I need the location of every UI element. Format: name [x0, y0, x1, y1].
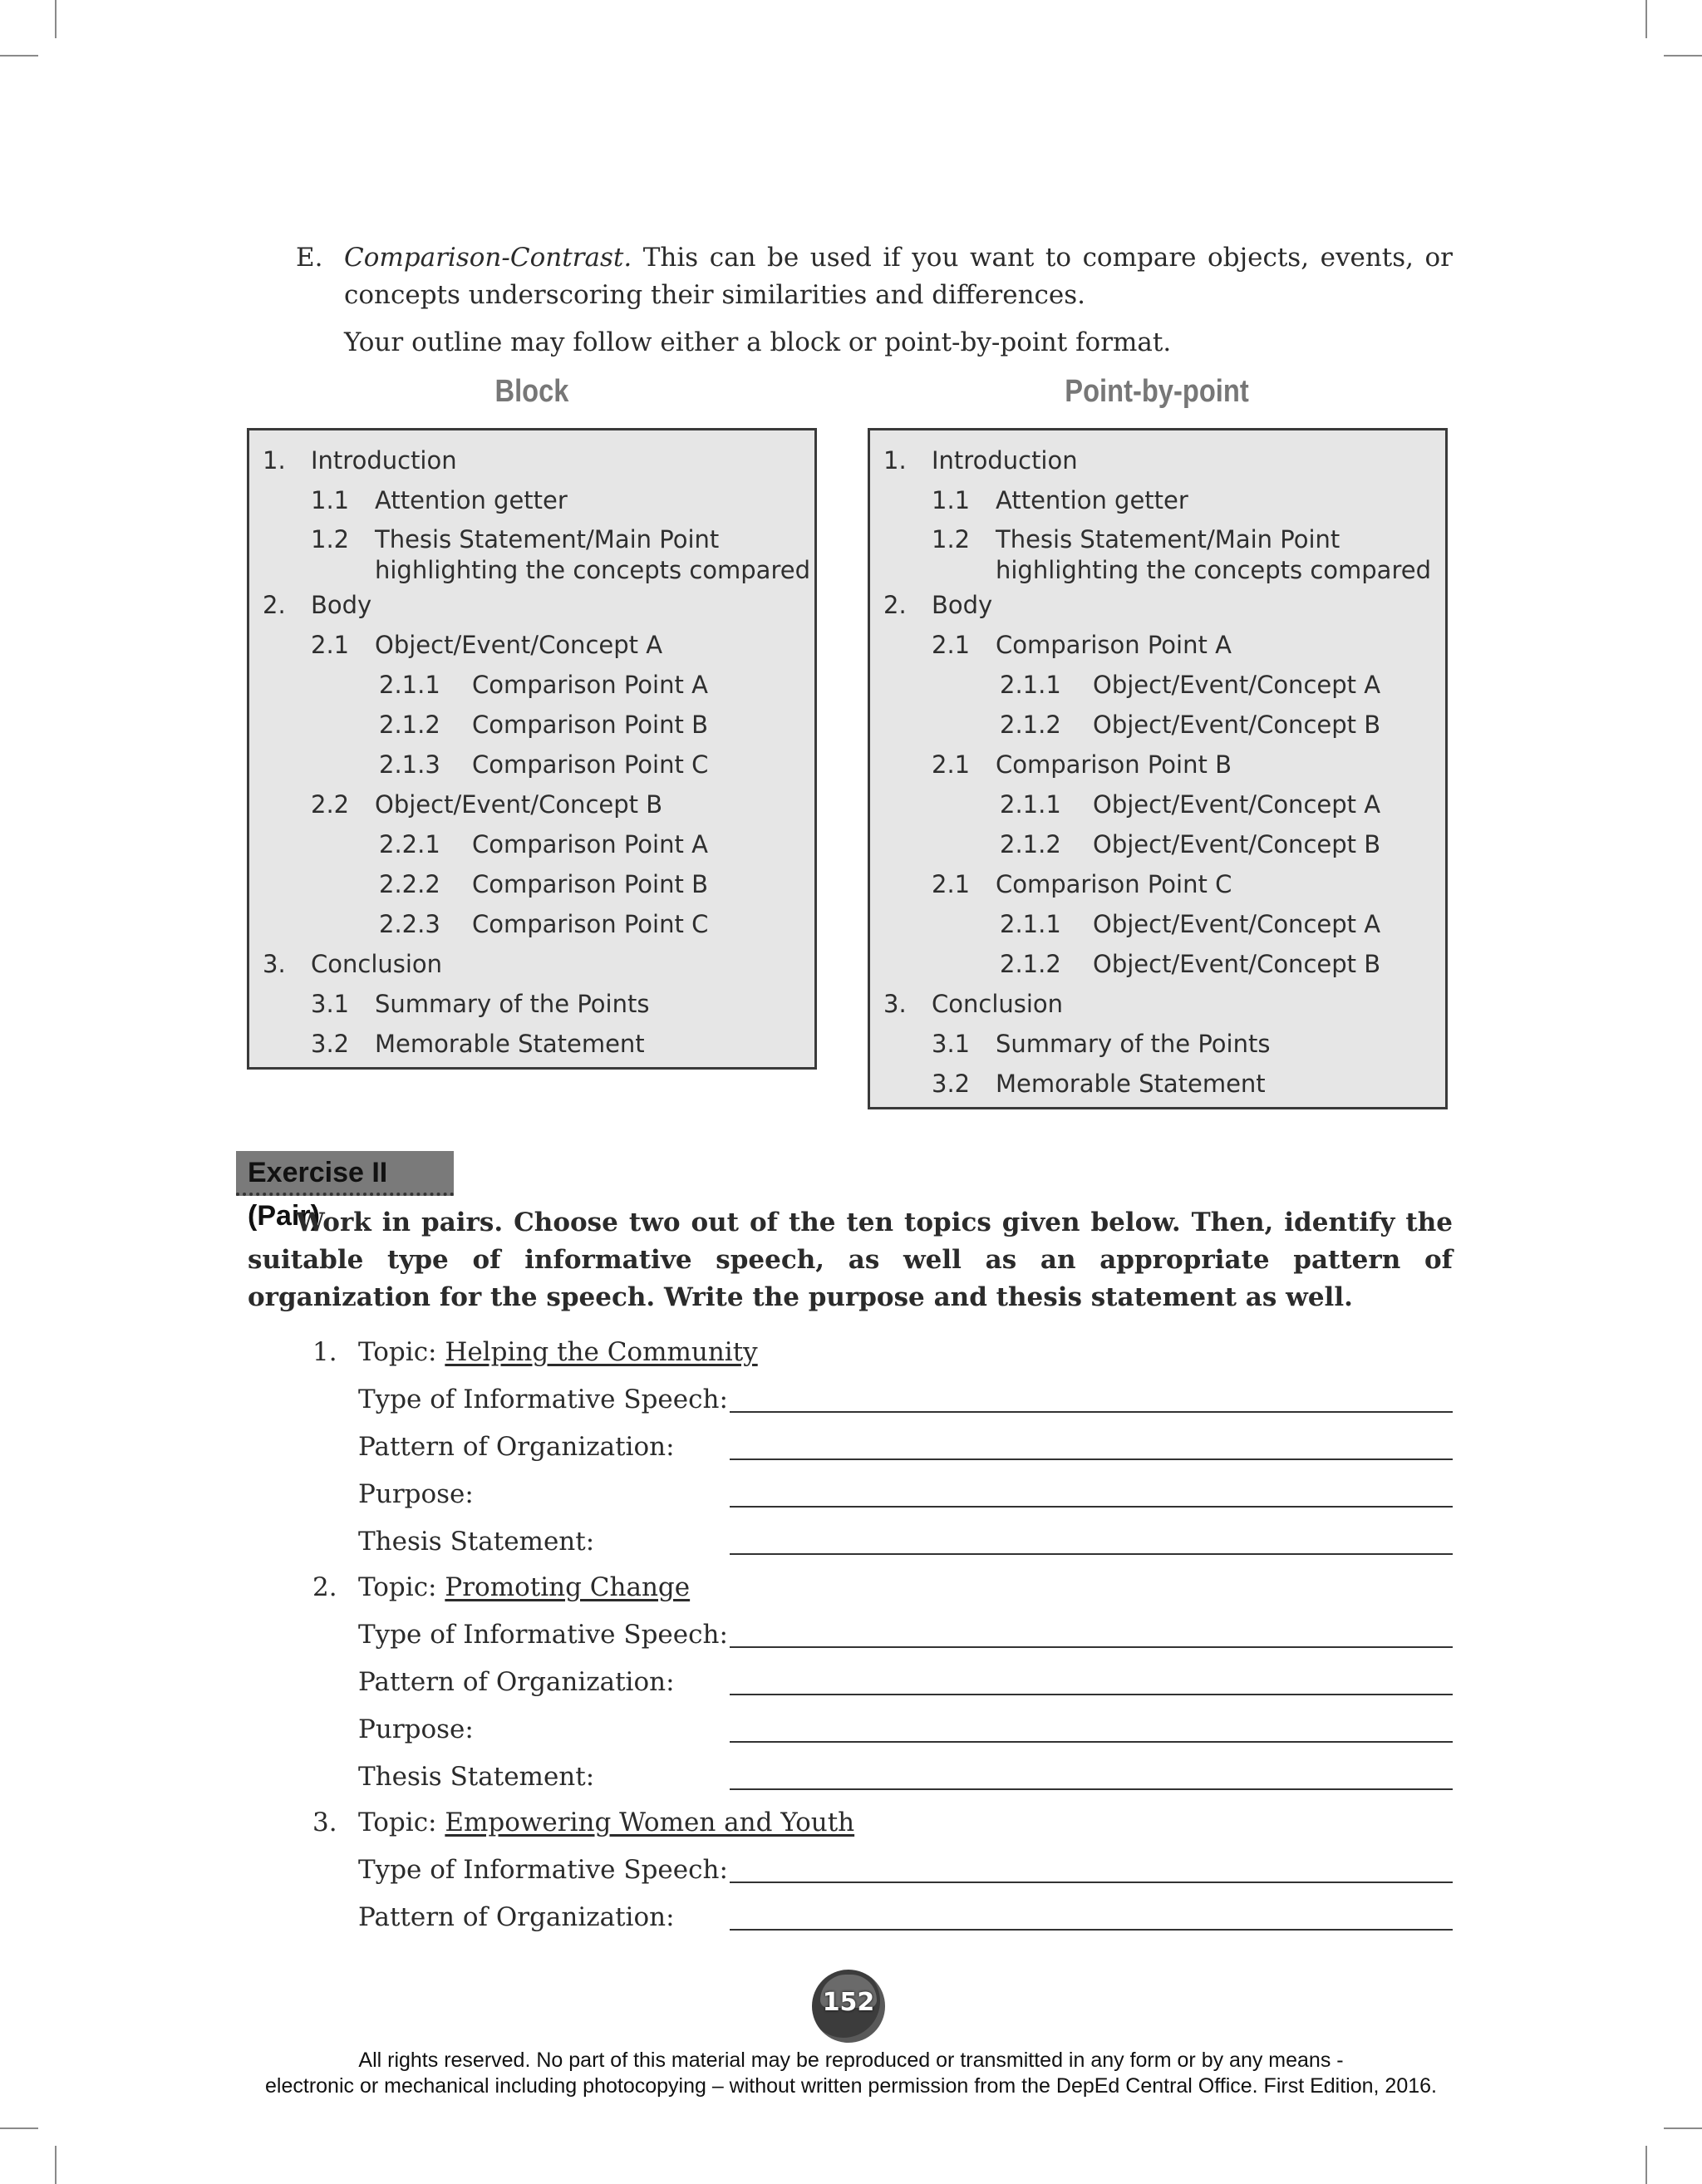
- outline-number: 2.2.3: [379, 910, 440, 938]
- outline-number: 2.1.2: [379, 711, 440, 739]
- field-label: Purpose:: [358, 1479, 474, 1509]
- outline-text-line: Attention getter: [996, 486, 1188, 514]
- outline-number: 2.1.2: [1000, 711, 1061, 739]
- outline-text-line: Thesis Statement/Main Point: [996, 525, 1340, 553]
- outline-number: 2.: [263, 591, 286, 619]
- outline-text: [996, 745, 1232, 785]
- outline-row: [249, 520, 814, 585]
- outline-row: [249, 480, 814, 520]
- outline-row: [249, 864, 814, 904]
- outline-text-line: Conclusion: [932, 990, 1064, 1018]
- outline-number: 2.1: [932, 750, 971, 779]
- answer-field: [312, 1616, 1453, 1664]
- outline-row: [870, 585, 1445, 625]
- footer-line: electronic or mechanical including photocopying – without written permission from the DepEd Central Office. First Edition, 2016.: [265, 2074, 1437, 2098]
- outline-text-line: Comparison Point C: [472, 750, 709, 779]
- topic-number: 3.: [312, 1808, 337, 1837]
- outline-row: [249, 904, 814, 944]
- outline-row: [249, 944, 814, 984]
- outline-text-line: Summary of the Points: [375, 990, 650, 1018]
- topic-heading: [358, 1569, 690, 1606]
- field-label: Pattern of Organization:: [358, 1667, 675, 1697]
- field-label: Pattern of Organization:: [358, 1432, 675, 1462]
- outline-number: 1.2: [932, 525, 971, 553]
- outline-number: 1.: [263, 446, 286, 475]
- outline-number: 3.1: [932, 1030, 971, 1058]
- outline-text: [375, 1024, 645, 1064]
- outline-text-line: Thesis Statement/Main Point: [375, 525, 720, 553]
- field-label: Type of Informative Speech:: [358, 1620, 728, 1650]
- section-term: Comparison-Contrast.: [344, 243, 632, 273]
- exercise-label: Exercise II (Pair): [236, 1151, 454, 1196]
- answer-blank[interactable]: [730, 1411, 1453, 1413]
- outline-text: [996, 1024, 1270, 1064]
- outline-text-line: Object/Event/Concept B: [1093, 950, 1381, 978]
- outline-number: 2.1: [932, 631, 971, 659]
- outline-text-line: Comparison Point B: [996, 750, 1232, 779]
- answer-field: [312, 1429, 1453, 1476]
- outline-text-line: Object/Event/Concept A: [1093, 671, 1381, 699]
- topic-line: [312, 1569, 1453, 1616]
- outline-row: [870, 785, 1445, 824]
- outline-text: [375, 524, 810, 586]
- outline-row: [870, 984, 1445, 1024]
- topic-block: [312, 1804, 1453, 1946]
- answer-blank[interactable]: [730, 1741, 1453, 1743]
- crop-mark: [1664, 55, 1702, 57]
- answer-field: [312, 1476, 1453, 1523]
- outline-row: [870, 1024, 1445, 1064]
- outline-number: 2.2.2: [379, 870, 440, 898]
- outline-number: 2.1.1: [1000, 910, 1061, 938]
- outline-text: [932, 984, 1063, 1024]
- outline-text-line: Comparison Point A: [472, 671, 708, 699]
- outline-text-line: Comparison Point C: [472, 910, 709, 938]
- outline-number: 3.: [883, 990, 907, 1018]
- outline-text: [1093, 705, 1380, 745]
- answer-blank[interactable]: [730, 1506, 1453, 1508]
- crop-mark: [0, 55, 38, 57]
- topic-prefix: Topic:: [358, 1337, 445, 1367]
- outline-text-line: Introduction: [932, 446, 1078, 475]
- outline-number: 2.1.2: [1000, 950, 1061, 978]
- outline-text: [1093, 904, 1380, 944]
- outline-number: 1.2: [311, 525, 350, 553]
- outline-number: 2.2.1: [379, 830, 440, 858]
- topic-name: Helping the Community: [445, 1337, 758, 1367]
- outline-text: [1093, 944, 1380, 984]
- field-label: Thesis Statement:: [358, 1527, 595, 1557]
- topic-block: [312, 1569, 1453, 1806]
- outline-text-line: Comparison Point A: [996, 631, 1232, 659]
- outline-text: [311, 585, 371, 625]
- outline-text-line: highlighting the concepts compared: [375, 556, 810, 584]
- outline-row: [870, 944, 1445, 984]
- outline-text: [472, 904, 708, 944]
- topic-heading: [358, 1334, 758, 1371]
- outline-row: [249, 745, 814, 785]
- outline-row: [249, 625, 814, 665]
- outline-text-line: Object/Event/Concept B: [1093, 711, 1381, 739]
- outline-text: [472, 665, 708, 705]
- field-label: Thesis Statement:: [358, 1762, 595, 1792]
- outline-number: 3.: [263, 950, 286, 978]
- topic-line: [312, 1334, 1453, 1381]
- field-label: Type of Informative Speech:: [358, 1855, 728, 1885]
- outline-row: [870, 745, 1445, 785]
- outline-row: [249, 1024, 814, 1064]
- crop-mark: [1645, 0, 1647, 38]
- outline-row: [870, 665, 1445, 705]
- outline-row: [249, 785, 814, 824]
- answer-blank[interactable]: [730, 1694, 1453, 1695]
- outline-text: [311, 944, 442, 984]
- outline-text: [996, 1064, 1266, 1104]
- answer-field: [312, 1759, 1453, 1806]
- outline-row: [870, 824, 1445, 864]
- outline-text: [996, 864, 1232, 904]
- outline-text: [375, 785, 662, 824]
- outline-row: [870, 625, 1445, 665]
- outline-text: [932, 585, 992, 625]
- outline-row: [870, 705, 1445, 745]
- outline-number: 1.: [883, 446, 907, 475]
- outline-number: 2.1.1: [379, 671, 440, 699]
- page-number-badge: [812, 1970, 885, 2043]
- crop-mark: [1664, 2127, 1702, 2129]
- outline-text-line: Body: [311, 591, 372, 619]
- topic-name: Promoting Change: [445, 1572, 691, 1602]
- topic-prefix: Topic:: [358, 1808, 445, 1837]
- answer-blank[interactable]: [730, 1646, 1453, 1648]
- outline-text-line: Body: [932, 591, 993, 619]
- topic-number: 2.: [312, 1572, 337, 1602]
- outline-text-line: Comparison Point B: [472, 870, 708, 898]
- block-outline-box: [247, 428, 817, 1070]
- outline-row: [870, 480, 1445, 520]
- crop-mark: [55, 2146, 57, 2184]
- outline-text: [472, 824, 708, 864]
- outline-row: [249, 824, 814, 864]
- answer-field: [312, 1523, 1453, 1571]
- outline-row: [870, 440, 1445, 480]
- outline-row: [249, 585, 814, 625]
- outline-number: 3.1: [311, 990, 350, 1018]
- outline-number: 2.1.1: [1000, 790, 1061, 819]
- answer-blank[interactable]: [730, 1929, 1453, 1931]
- outline-row: [870, 864, 1445, 904]
- field-label: Pattern of Organization:: [358, 1902, 675, 1932]
- field-label: Type of Informative Speech:: [358, 1385, 728, 1414]
- outline-text-line: Object/Event/Concept A: [1093, 910, 1381, 938]
- answer-field: [312, 1711, 1453, 1759]
- outline-number: 2.: [883, 591, 907, 619]
- topic-heading: [358, 1804, 854, 1842]
- outline-text-line: Attention getter: [375, 486, 568, 514]
- outline-text-line: Memorable Statement: [996, 1070, 1266, 1098]
- outline-text-line: Conclusion: [311, 950, 443, 978]
- outline-row: [249, 665, 814, 705]
- outline-row: [870, 1064, 1445, 1104]
- crop-mark: [0, 2127, 38, 2129]
- field-label: Purpose:: [358, 1714, 474, 1744]
- outline-text-line: Memorable Statement: [375, 1030, 645, 1058]
- outline-text-line: Object/Event/Concept B: [1093, 830, 1381, 858]
- outline-row: [249, 440, 814, 480]
- outline-text: [996, 480, 1188, 520]
- outline-text-line: Introduction: [311, 446, 457, 475]
- outline-number: 2.1.3: [379, 750, 440, 779]
- answer-field: [312, 1899, 1453, 1946]
- outline-text-line: Comparison Point C: [996, 870, 1232, 898]
- footer-line: All rights reserved. No part of this material may be reproduced or transmitted in any form or by any means -: [358, 2049, 1344, 2072]
- answer-blank[interactable]: [730, 1553, 1453, 1555]
- outline-text: [375, 480, 568, 520]
- answer-field: [312, 1852, 1453, 1899]
- copyright-footer: [166, 2048, 1536, 2099]
- outline-text: [1093, 824, 1380, 864]
- outline-text: [996, 524, 1431, 586]
- topic-line: [312, 1804, 1453, 1852]
- outline-number: 1.1: [932, 486, 971, 514]
- outline-text: [472, 864, 708, 904]
- outline-text: [996, 625, 1232, 665]
- outline-number: 2.1.1: [1000, 671, 1061, 699]
- section-e: [296, 239, 1453, 362]
- outline-text: [932, 440, 1078, 480]
- outline-text-line: highlighting the concepts compared: [996, 556, 1431, 584]
- outline-text-line: Comparison Point B: [472, 711, 708, 739]
- section-description: [344, 239, 1453, 314]
- outline-text: [472, 705, 708, 745]
- outline-text: [375, 984, 649, 1024]
- outline-text: [472, 745, 708, 785]
- topic-prefix: Topic:: [358, 1572, 445, 1602]
- exercise-instructions: Work in pairs. Choose two out of the ten topics given below. Then, identify the suitable type of informative speech, as well as an appropriate pattern of organization for the speech. Write the purpose and thesis statement as well.: [248, 1208, 1453, 1312]
- outline-text-line: Object/Event/Concept A: [1093, 790, 1381, 819]
- format-note: Your outline may follow either a block or point-by-point format.: [344, 327, 1172, 357]
- outline-row: [870, 904, 1445, 944]
- outline-number: 2.1: [311, 631, 350, 659]
- section-letter: E.: [296, 243, 323, 273]
- outline-number: 2.1.2: [1000, 830, 1061, 858]
- outline-row: [249, 705, 814, 745]
- section-description-text: This can be used if you want to compare objects, events, or concepts underscoring their similarities and differences.: [344, 243, 1453, 310]
- answer-blank[interactable]: [730, 1788, 1453, 1790]
- outline-number: 2.1: [932, 870, 971, 898]
- topic-block: [312, 1334, 1453, 1571]
- answer-blank[interactable]: [730, 1458, 1453, 1460]
- outline-text: [1093, 665, 1380, 705]
- page-number: 152: [822, 1988, 875, 2017]
- point-by-point-heading: Point-by-point: [1065, 374, 1249, 409]
- outline-text: [311, 440, 457, 480]
- topic-number: 1.: [312, 1337, 337, 1367]
- outline-row: [870, 520, 1445, 585]
- outline-number: 3.2: [311, 1030, 350, 1058]
- crop-mark: [1645, 2146, 1647, 2184]
- crop-mark: [55, 0, 57, 38]
- answer-field: [312, 1381, 1453, 1429]
- point-outline-box: [868, 428, 1448, 1109]
- answer-blank[interactable]: [730, 1881, 1453, 1883]
- answer-field: [312, 1664, 1453, 1711]
- topic-name: Empowering Women and Youth: [445, 1808, 855, 1837]
- outline-number: 2.2: [311, 790, 350, 819]
- outline-text-line: Comparison Point A: [472, 830, 708, 858]
- outline-text-line: Object/Event/Concept B: [375, 790, 663, 819]
- outline-row: [249, 984, 814, 1024]
- outline-number: 1.1: [311, 486, 350, 514]
- block-heading: Block: [494, 374, 569, 409]
- outline-number: 3.2: [932, 1070, 971, 1098]
- outline-text: [375, 625, 662, 665]
- outline-text-line: Object/Event/Concept A: [375, 631, 663, 659]
- outline-text: [1093, 785, 1380, 824]
- outline-text-line: Summary of the Points: [996, 1030, 1271, 1058]
